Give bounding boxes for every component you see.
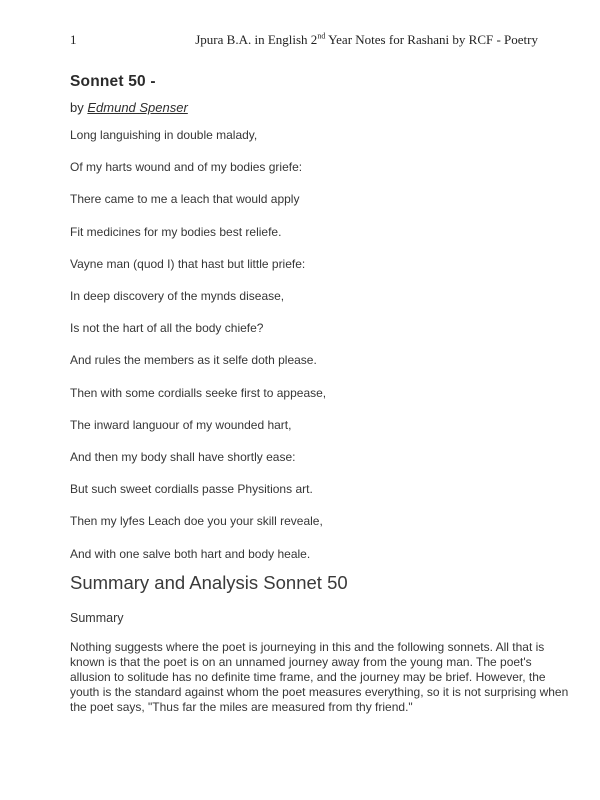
paragraph-line: youth is the standard against whom the poet measures everything, so it is not surprising when — [70, 685, 569, 699]
poem-line: But such sweet cordialls passe Physitions art. — [70, 482, 313, 497]
header-title-text: Jpura B.A. in English 2 — [195, 32, 318, 47]
byline-prefix: by — [70, 100, 84, 115]
poem-line: The inward languour of my wounded hart, — [70, 417, 292, 432]
paragraph-line: Nothing suggests where the poet is journeying in this and the following sonnets. All that is — [70, 640, 545, 654]
poem-line: Of my harts wound and of my bodies griefe: — [70, 160, 303, 175]
header-title-superscript: nd — [317, 31, 326, 41]
poem-line: And rules the members as it selfe doth please. — [70, 353, 317, 368]
poem-line: And then my body shall have shortly ease: — [70, 450, 296, 465]
poem-line: In deep discovery of the mynds disease, — [70, 289, 285, 304]
poem-line: There came to me a leach that would apply — [70, 192, 300, 207]
paragraph-line: the poet says, "Thus far the miles are measured from thy friend." — [70, 700, 413, 714]
poem-line: Is not the hart of all the body chiefe? — [70, 321, 264, 336]
poem-title: Sonnet 50 - — [70, 73, 156, 90]
analysis-heading: Summary and Analysis Sonnet 50 — [70, 572, 348, 593]
poem-line: Fit medicines for my bodies best reliefe. — [70, 224, 282, 239]
paragraph-line: known is that the poet is on an unnamed journey away from the young man. The poet's — [70, 655, 532, 669]
author-name: Edmund Spenser — [87, 100, 188, 115]
summary-subheading: Summary — [70, 611, 124, 625]
poem-body — [70, 119, 326, 570]
poem-line: And with one salve both hart and body heale. — [70, 546, 311, 561]
poem-line: Vayne man (quod I) that hast but little priefe: — [70, 256, 306, 271]
header-title — [195, 32, 538, 48]
summary-paragraph — [70, 640, 569, 715]
byline — [70, 100, 188, 115]
page-number: 1 — [70, 32, 77, 47]
poem-line: Then my lyfes Leach doe you your skill reveale, — [70, 514, 323, 529]
header-title-text-end: Year Notes for Rashani by RCF - Poetry — [325, 32, 538, 47]
poem-line: Long languishing in double malady, — [70, 128, 258, 142]
paragraph-line: allusion to solitude has no definite time frame, and the journey may be brief. However, the — [70, 670, 546, 684]
poem-line: Then with some cordialls seeke first to appease, — [70, 385, 327, 400]
page-header — [70, 32, 538, 48]
